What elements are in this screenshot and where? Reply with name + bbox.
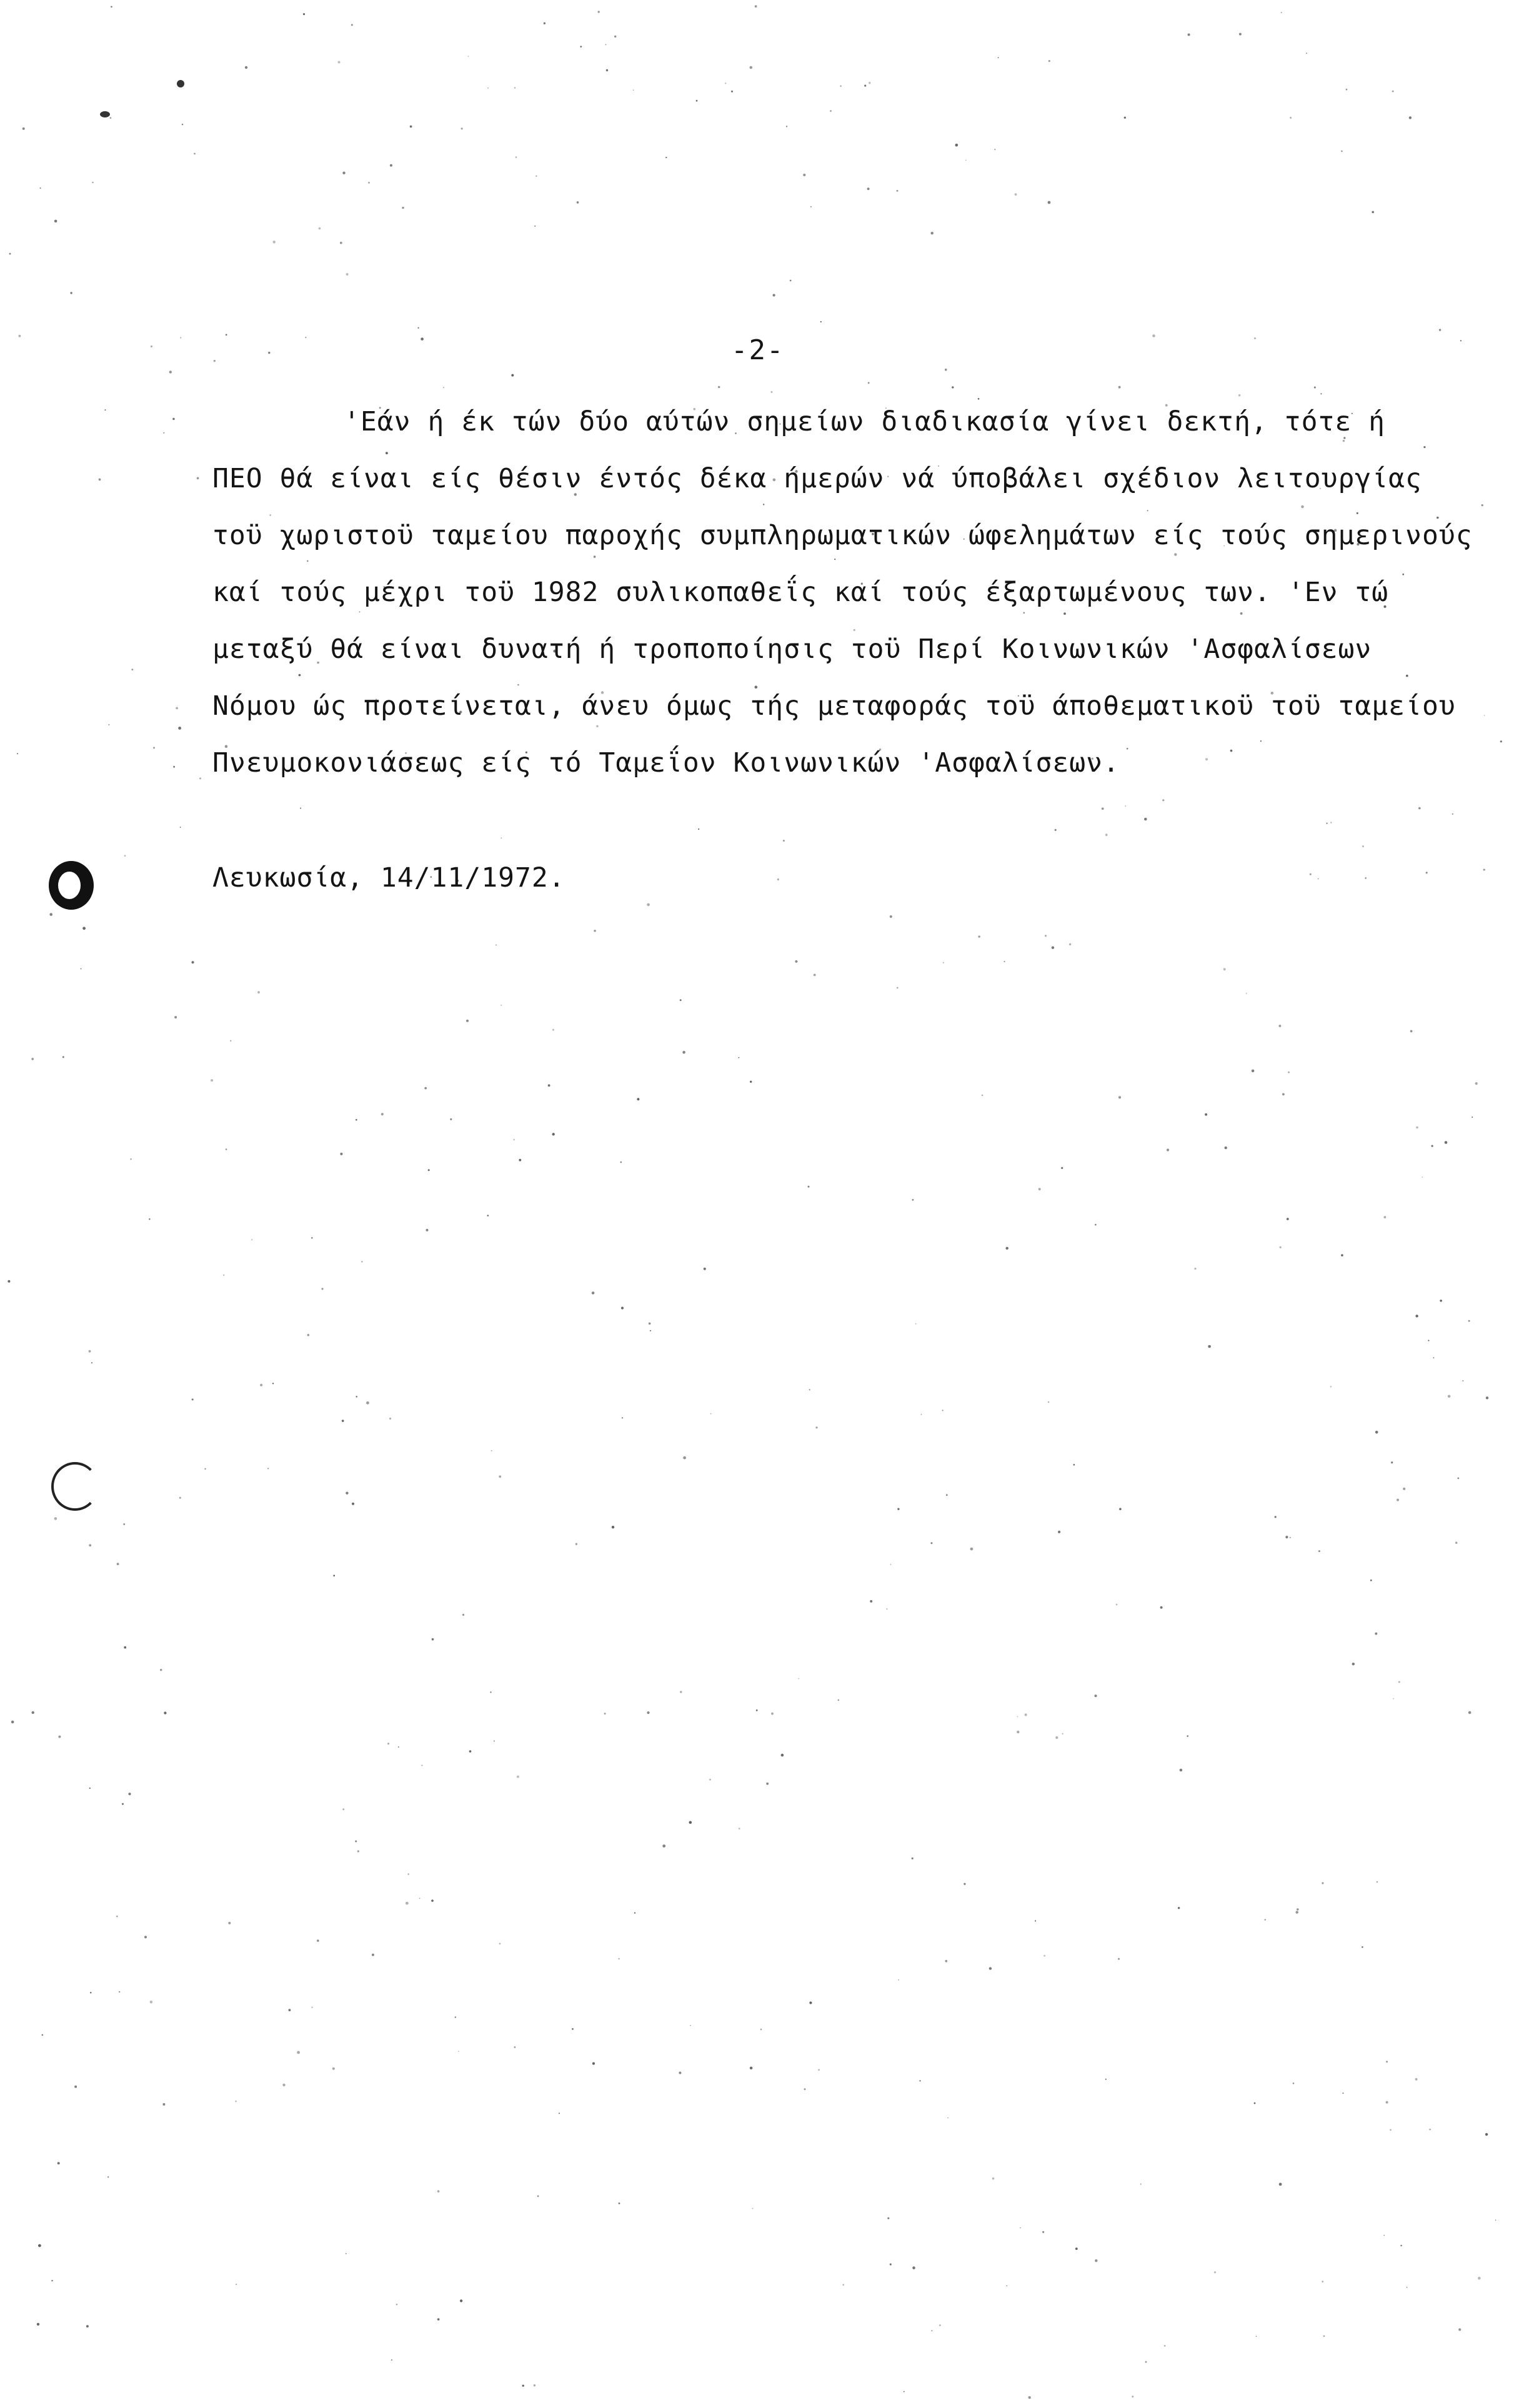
paragraph-line: Πνευμοκονιάσεως είς τό Ταμεΐον Κοινωνικών 'Ασφαλίσεων.	[212, 747, 1120, 779]
paragraph-line: τοϋ χωριστοϋ ταμείου παροχής συμπληρωματικών ώφελημάτων είς τούς σημερινούς	[212, 520, 1473, 551]
binder-hole-mark	[51, 1462, 99, 1511]
paragraph-line: Νόμου ώς προτείνεται, άνευ όμως τής μεταφοράς τοϋ άποθεματικοϋ τοϋ ταμείου	[212, 690, 1456, 722]
place-date-line: Λευκωσία, 14/11/1972.	[212, 862, 565, 893]
paragraph-line: ΠΕΟ θά είναι είς θέσιν έντός δέκα ήμερών νά ύποβάλει σχέδιον λειτουργίας	[212, 463, 1422, 494]
paragraph-line: 'Εάν ή έκ τών δύο αύτών σημείων διαδικασία γίνει δεκτή, τότε ή	[344, 406, 1386, 437]
page-number: -2-	[731, 334, 785, 366]
paragraph-line: καί τούς μέχρι τοϋ 1982 συλικοπαθεΐς καί τούς έξαρτωμένους των. 'Εν τώ	[212, 577, 1389, 608]
binder-hole-mark	[49, 861, 94, 910]
paragraph-line: μεταξύ θά είναι δυνατή ή τροποποίησις τοϋ Περί Κοινωνικών 'Ασφαλίσεων	[212, 634, 1372, 665]
